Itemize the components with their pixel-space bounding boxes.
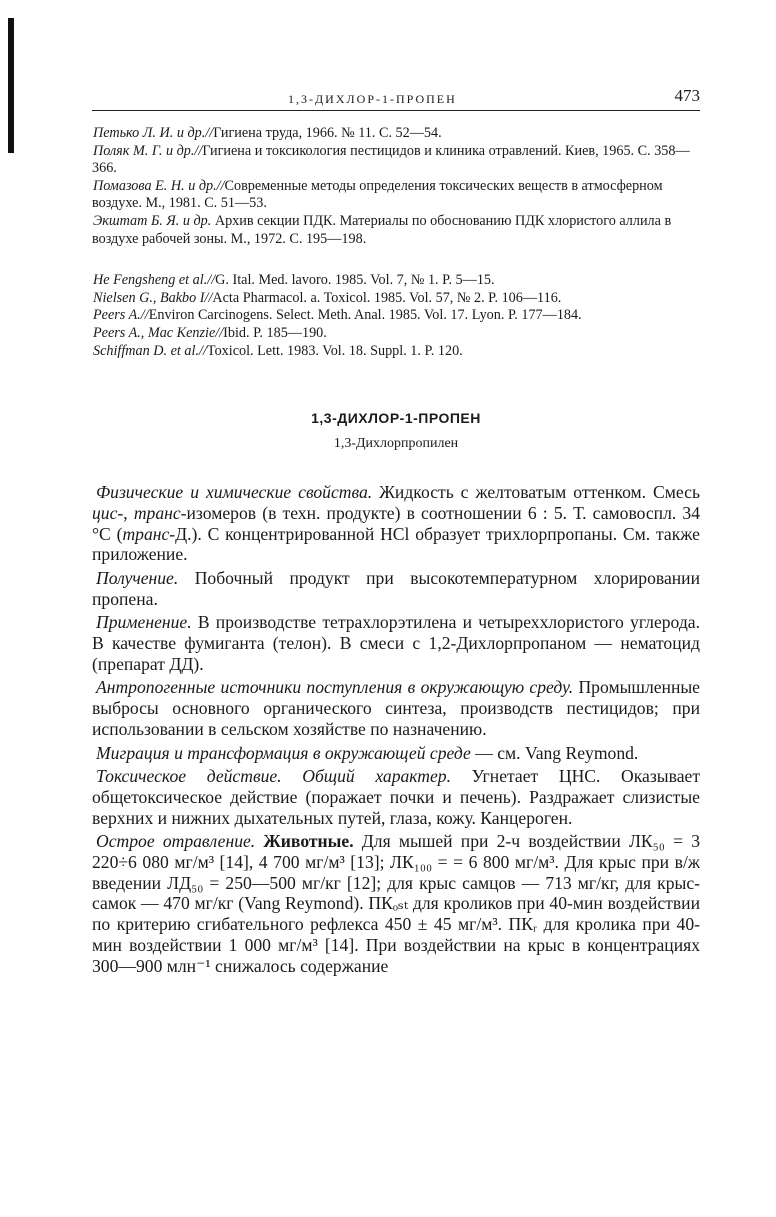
page-edge-mark	[8, 18, 14, 153]
running-title: 1,3-ДИХЛОР-1-ПРОПЕН	[288, 92, 457, 106]
paragraph-text: В производстве тетрахлорэтилена и четыреххлористого углерода. В качестве фумиганта (телон). В смеси с 1,2-Дихлорпропаном — нематоцид (препарат ДД).	[92, 612, 700, 674]
references-russian	[92, 125, 700, 248]
reference-text: Toxicol. Lett. 1983. Vol. 18. Suppl. 1. P. 120.	[206, 342, 463, 359]
paragraph-heading: Получение.	[96, 567, 179, 588]
reference-text: G. Ital. Med. lavoro. 1985. Vol. 7, № 1. P. 5—15.	[215, 272, 495, 289]
reference-item	[92, 178, 700, 213]
reference-text: Гигиена труда, 1966. № 11. С. 52—54.	[213, 125, 442, 141]
paragraph-application	[92, 612, 700, 674]
isomer-term: цис-	[92, 502, 124, 523]
reference-item	[92, 343, 700, 361]
reference-authors: Nielsen G., Bakbo I//	[93, 289, 213, 306]
paragraph-heading: Острое отравление.	[96, 831, 256, 852]
reference-text: Ibid. P. 185—190.	[223, 324, 327, 341]
section-title: 1,3-ДИХЛОР-1-ПРОПЕН	[311, 410, 481, 427]
paragraph-heading: Применение.	[96, 612, 192, 633]
reference-authors: Помазова Е. Н. и др.//	[93, 177, 225, 194]
reference-item	[92, 307, 700, 325]
reference-text: Современные методы определения токсических веществ в атмосферном воздухе. М., 1981. С. 51—53.	[92, 177, 663, 212]
reference-authors: Peers A., Mac Kenzie//	[93, 324, 224, 341]
paragraph-heading: Антропогенные источники поступления в окружающую среду.	[96, 677, 574, 698]
paragraph-text: Д.). С концентрированной HCl образует трихлорпропаны. См. также приложение.	[92, 523, 700, 565]
reference-item	[92, 325, 700, 343]
paragraph-production	[92, 568, 700, 609]
reference-authors: Поляк М. Г. и др.//	[93, 142, 203, 159]
reference-authors: Schiffman D. et al.//	[93, 342, 207, 359]
reference-authors: He Fengsheng et al.//	[93, 272, 216, 289]
paragraph-heading: Физические и химические свойства.	[96, 482, 373, 503]
paragraph-migration	[92, 743, 700, 764]
reference-text: Гигиена и токсикология пестицидов и клиника отравлений. Киев, 1965. С. 358—366.	[92, 142, 690, 177]
paragraph-toxicity	[92, 766, 700, 828]
reference-item	[92, 143, 700, 178]
reference-item	[92, 290, 700, 308]
section-subtitle: 1,3-Дихлорпропилен	[333, 436, 459, 452]
paragraph-text: Промышленные выбросы основного органического синтеза, производств пестицидов; при использовании в сельском хозяйстве по назначению.	[92, 677, 700, 739]
article-body	[92, 482, 700, 976]
paragraph-text: — см. Vang Reymond.	[470, 742, 639, 763]
paragraph-properties	[92, 482, 700, 565]
reference-item	[92, 272, 700, 290]
reference-authors: Петько Л. И. и др.//	[93, 125, 214, 141]
paragraph-text: ,	[123, 502, 134, 523]
reference-item	[92, 125, 700, 143]
paragraph-text: Для мышей при 2-ч воздействии ЛК₅₀ = 3 220÷6 080 мг/м³ [14], 4 700 мг/м³ [13]; ЛК₁₀₀ = = 6 800 мг/м³. Для крыс при в/ж введении ЛД₅₀ = 250—500 мг/кг [12]; для крыс самцов — 713 мг/кг, для крыс-самок — 470 мг/кг (Vang Reymond). ПКₒₛₜ для кроликов при 40-мин воздействии по критерию сгибательного рефлекса 450 ± 45 мг/м³. ПКᵣ для кролика при 40-мин воздействии 1 000 мг/м³ [14]. При воздействии на крыс в концентрациях 300—900 млн⁻¹ снижалось содержание	[92, 831, 700, 976]
references-foreign	[92, 272, 700, 360]
reference-text: Environ Carcinogens. Select. Meth. Anal. 1985. Vol. 17. Lyon. P. 177—184.	[148, 307, 582, 324]
paragraph-subheading: Животные.	[255, 831, 354, 852]
paragraph-acute-poisoning	[92, 831, 700, 976]
paragraph-heading: Токсическое действие. Общий характер.	[96, 766, 451, 787]
isomer-term: транс-	[122, 523, 176, 544]
isomer-term: транс-	[133, 502, 187, 523]
paragraph-sources	[92, 677, 700, 739]
page-number: 473	[674, 86, 700, 105]
paragraph-text: Побочный продукт при высокотемпературном хлорировании пропена.	[92, 567, 700, 609]
paragraph-heading: Миграция и трансформация в окружающей среде	[96, 742, 471, 763]
paragraph-text: изомеров (в техн. продукте) в соотношении 6 : 5. Т. самовоспл. 34 °С (	[92, 502, 701, 544]
reference-text: Архив секции ПДК. Материалы по обоснованию ПДК хлористого аллила в воздухе рабочей зоны. М., 1972. С. 195—198.	[92, 212, 672, 247]
running-header	[92, 84, 700, 111]
reference-authors: Экштат Б. Я. и др.	[93, 212, 212, 229]
reference-authors: Peers A.//	[93, 307, 149, 324]
reference-item	[92, 213, 700, 248]
paragraph-text: Жидкость с желтоватым оттенком. Смесь	[372, 482, 700, 503]
paragraph-text: Угнетает ЦНС. Оказывает общетоксическое действие (поражает почки и печень). Раздражает слизистые верхних и нижних дыхательных путей, глаза, кожу. Канцероген.	[92, 766, 701, 828]
reference-text: Acta Pharmacol. a. Toxicol. 1985. Vol. 57, № 2. P. 106—116.	[212, 289, 562, 306]
book-page	[92, 84, 700, 979]
